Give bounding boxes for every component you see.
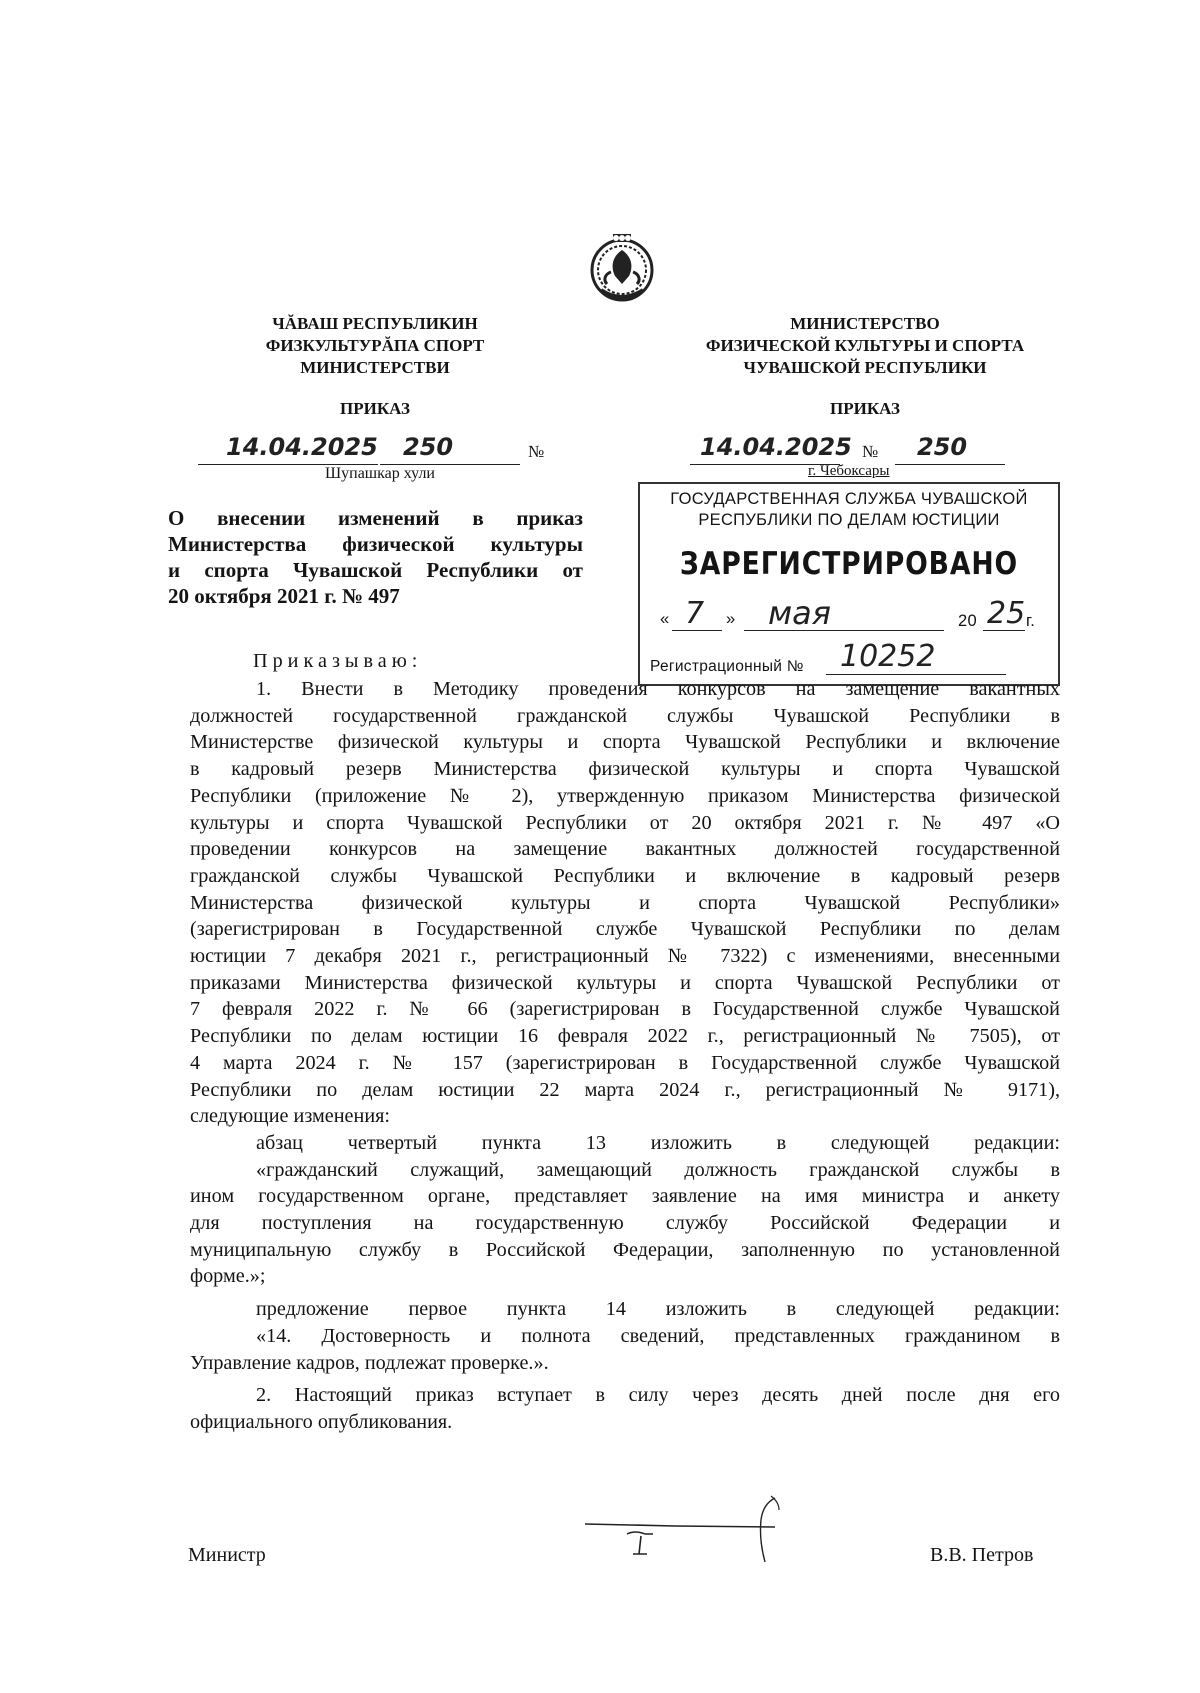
paragraph-2: абзац четвертый пункта 13 изложить в следующей редакции: [256, 1131, 1060, 1154]
body-line: официального опубликования. [190, 1410, 453, 1433]
body-line: 7 февраля 2022 г. № 66 (зарегистрирован в Государственной службе Чувашской [190, 998, 1060, 1021]
order-title [168, 505, 583, 609]
body-line: для поступления на государственную службу Российской Федерации и [190, 1212, 1060, 1235]
paragraph-5 [190, 1323, 1060, 1376]
right-number-sign: № [862, 442, 879, 461]
stamp-day-handwritten: 7 [685, 596, 705, 631]
stamp-reg-line [826, 674, 1006, 675]
order-word: Приказываю: [253, 650, 423, 672]
title-line: Министерства физической культуры [168, 532, 583, 556]
body-line: следующие изменения: [190, 1105, 391, 1128]
header-left-doc-type: ПРИКАЗ [340, 399, 410, 418]
left-number-handwritten: 250 [403, 433, 454, 461]
body-line: Министерства физической культуры и спорта Чувашской Республики» [190, 891, 1060, 914]
body-line: приказами Министерства физической культуры и спорта Чувашской Республики от [190, 971, 1060, 994]
body-line: форме.»; [190, 1265, 266, 1288]
body-line: юстиции 7 декабря 2021 г., регистрационный № 7322) с изменениями, внесенными [190, 945, 1060, 968]
emblem [583, 228, 661, 306]
body-line: в кадровый резерв Министерства физической культуры и спорта Чувашской [190, 758, 1060, 781]
org-line: МИНИСТЕРСТВИ [300, 358, 450, 377]
stamp-day-line [672, 630, 722, 631]
body-line: муниципальную службу в Российской Федерации, заполненную по установленной [190, 1238, 1060, 1261]
stamp-year-line [983, 630, 1025, 631]
registration-stamp [638, 482, 1060, 686]
body-line: Республики по делам юстиции 16 февраля 2022 г., регистрационный № 7505), от [190, 1025, 1060, 1048]
org-line: ЧУВАШСКОЙ РЕСПУБЛИКИ [743, 358, 987, 377]
paragraph-6 [190, 1382, 1060, 1435]
stamp-reg-number-handwritten: 10252 [840, 639, 936, 674]
stamp-month-line [744, 630, 944, 631]
title-line: О внесении изменений в приказ [168, 506, 583, 530]
stamp-line: ГОСУДАРСТВЕННАЯ СЛУЖБА ЧУВАШСКОЙ [670, 490, 1028, 508]
body-line: 1. Внести в Методику проведения конкурсов на замещение вакантных [256, 678, 1060, 700]
title-line: и спорта Чувашской Республики от [168, 558, 583, 582]
body-line: «гражданский служащий, замещающий должность гражданской службы в [256, 1158, 1060, 1181]
right-date-handwritten: 14.04.2025 [700, 433, 852, 461]
header-right-org [665, 313, 1065, 379]
stamp-quote-open: « [660, 610, 670, 628]
paragraph-4: предложение первое пункта 14 изложить в следующей редакции: [256, 1298, 1060, 1321]
body-line: 4 марта 2024 г. № 157 (зарегистрирован в Государственной службе Чувашской [190, 1051, 1060, 1074]
org-line: ФИЗКУЛЬТУРĂПА СПОРТ [265, 336, 485, 355]
stamp-registered: ЗАРЕГИСТРИРОВАНО [679, 546, 1019, 582]
stamp-year-prefix: 20 [958, 612, 977, 630]
body-line: Республики (приложение № 2), утвержденную приказом Министерства физической [190, 784, 1060, 807]
org-line: ФИЗИЧЕСКОЙ КУЛЬТУРЫ И СПОРТА [705, 336, 1025, 355]
body-line: Министерстве физической культуры и спорта Чувашской Республики и включение [190, 731, 1060, 754]
stamp-quote-close: » [726, 610, 736, 628]
stamp-reg-label: Регистрационный № [650, 658, 804, 675]
body-line: «14. Достоверность и полнота сведений, представленных гражданином в [256, 1324, 1060, 1347]
left-place: Шупашкар хули [325, 465, 435, 482]
body-line: (зарегистрирован в Государственной службе Чувашской Республики по делам [190, 918, 1060, 941]
title-line: 20 октября 2021 г. № 497 [168, 584, 400, 608]
signer-name: В.В. Петров [930, 1544, 1034, 1566]
body-line: проведении конкурсов на замещение вакантных должностей государственной [190, 838, 1060, 861]
body-line: Управление кадров, подлежат проверке.». [190, 1351, 549, 1374]
org-line: МИНИСТЕРСТВО [790, 314, 940, 333]
paragraph-1 [190, 676, 1060, 1130]
body-line: ином государственном органе, представляет заявление на имя министра и анкету [190, 1185, 1060, 1208]
handwritten-signature [575, 1490, 795, 1570]
header-left-org [230, 313, 520, 379]
stamp-line: РЕСПУБЛИКИ ПО ДЕЛАМ ЮСТИЦИИ [698, 511, 1000, 529]
signer-position: Министр [188, 1544, 266, 1566]
right-number-handwritten: 250 [917, 433, 968, 461]
body-line: 2. Настоящий приказ вступает в силу через десять дней после дня его [256, 1384, 1060, 1407]
stamp-year-suffix: г. [1026, 612, 1036, 630]
body-line: должностей государственной гражданской службы Чувашской Республики в [190, 704, 1060, 727]
paragraph-3 [190, 1157, 1060, 1291]
body-line: Республики по делам юстиции 22 марта 2024 г., регистрационный № 9171), [190, 1078, 1060, 1101]
right-number-line [895, 464, 1005, 465]
body-line: гражданской службы Чувашской Республики и включение в кадровый резерв [190, 864, 1060, 887]
stamp-month-handwritten: мая [768, 594, 831, 632]
left-number-sign: № [528, 442, 545, 461]
right-place: г. Чебоксары [808, 463, 890, 479]
stamp-year-handwritten: 25 [987, 596, 1026, 631]
org-line: ЧĂВАШ РЕСПУБЛИКИН [272, 314, 478, 333]
left-date-handwritten: 14.04.2025 [226, 433, 378, 461]
body-line: культуры и спорта Чувашской Республики от 20 октября 2021 г. № 497 «О [190, 811, 1060, 834]
order-body [190, 676, 1060, 1436]
header-right-doc-type: ПРИКАЗ [830, 399, 900, 418]
